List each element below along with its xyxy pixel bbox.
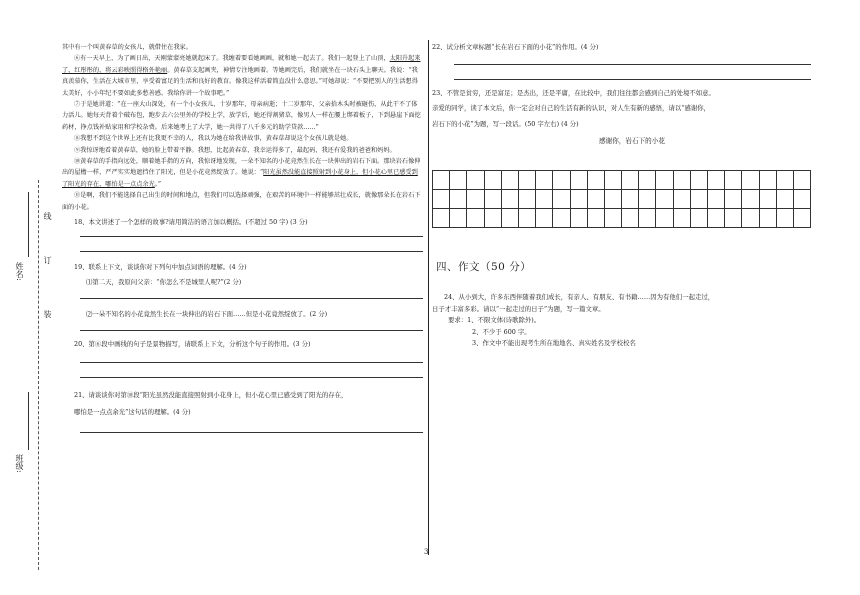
passage-paragraph-6 — [62, 53, 422, 99]
grid-cell[interactable] — [793, 171, 810, 190]
grid-cell[interactable] — [484, 209, 501, 228]
grid-cell[interactable] — [518, 209, 535, 228]
grid-cell[interactable] — [639, 209, 656, 228]
grid-cell[interactable] — [742, 209, 759, 228]
essay-requirement: 3、作文中不能出现考生所在地地名、真实姓名及学校校名 — [472, 339, 636, 348]
essay-section — [432, 292, 832, 350]
grid-cell[interactable] — [484, 190, 501, 209]
passage-paragraph-9: ⑨我惊讶地看着黄春草，她的脸上带着平静。我想，比起黄春草，我幸运得多了，最起码，我还有爱我的爸爸和妈妈。 — [74, 146, 396, 154]
grid-cell[interactable] — [656, 171, 673, 190]
grid-cell[interactable] — [793, 190, 810, 209]
question-19-1: ⑴第二天，我原问父亲：“你怎么不是城里人呢?”(2 分) — [86, 278, 242, 287]
section-title: 四、作文（50 分） — [436, 261, 532, 273]
passage-paragraph: 其中有一个叫黄春草的女孩儿，就借住在我家。 — [62, 44, 192, 51]
grid-cell[interactable] — [467, 190, 484, 209]
grid-cell[interactable] — [536, 190, 553, 209]
left-column — [62, 42, 422, 433]
binding-char-line: 线 — [43, 212, 52, 220]
passage-text: 。” — [154, 180, 162, 188]
grid-cell[interactable] — [587, 190, 604, 209]
name-label: 姓名: — [15, 262, 24, 281]
binding-char-order: 订 — [43, 256, 52, 264]
question-21: 21、请谈谈你对第⑩段“阳光虽然没能直接照射到小花身上，但小花心里已感受到了阳光的存在， — [74, 391, 348, 400]
grid-cell[interactable] — [776, 209, 793, 228]
grid-cell[interactable] — [604, 171, 621, 190]
grid-cell[interactable] — [501, 209, 518, 228]
column-divider — [428, 40, 429, 555]
grid-cell[interactable] — [433, 190, 450, 209]
grid-cell[interactable] — [553, 171, 570, 190]
grid-cell[interactable] — [708, 190, 725, 209]
name-blank[interactable] — [28, 192, 29, 257]
grid-cell[interactable] — [622, 190, 639, 209]
grid-cell[interactable] — [467, 209, 484, 228]
grid-cell[interactable] — [673, 190, 690, 209]
grid-cell[interactable] — [725, 190, 742, 209]
grid-cell[interactable] — [536, 209, 553, 228]
grid-cell[interactable] — [725, 171, 742, 190]
grid-cell[interactable] — [587, 209, 604, 228]
passage-text: 。黄春草支起画夹，神情专注地画着。等她画完后，我们就坐在一块石头上聊天。我说：“我真羡慕你，生活在大城市里，享受着富足的生活和良好的教育。像我这样活着简直没什么意思。”可她却说：“不要把别人的生活想得太美好，小小年纪不要如此多愁善感。我给你讲一个故事吧。” — [62, 66, 418, 97]
question-22: 22、试分析文章标题“长在岩石下面的小花”的作用。(4 分) — [432, 43, 599, 51]
right-column — [432, 42, 832, 148]
grid-cell[interactable] — [725, 209, 742, 228]
grid-cell[interactable] — [553, 190, 570, 209]
grid-cell[interactable] — [759, 209, 776, 228]
grid-cell[interactable] — [570, 190, 587, 209]
grid-cell[interactable] — [450, 171, 467, 190]
grid-cell[interactable] — [708, 171, 725, 190]
writing-grid-title: 感谢你，岩石下的小花 — [599, 137, 665, 146]
passage-paragraph-11: ⑪是啊，我们不能选择自己出生的时间和地点，但我们可以选择顽强，在艰苦的环境中一样能够茁壮成长，就像那朵长在岩石下面的小花。 — [62, 192, 421, 211]
answer-line[interactable] — [80, 432, 423, 433]
grid-cell[interactable] — [759, 171, 776, 190]
question-20: 20、第⑥段中画线的句子是景物描写，请联系上下文，分析这个句子的作用。(3 分) — [74, 340, 311, 349]
grid-cell[interactable] — [450, 190, 467, 209]
grid-cell[interactable] — [536, 171, 553, 190]
grid-cell[interactable] — [622, 171, 639, 190]
grid-cell[interactable] — [690, 171, 707, 190]
grid-row — [433, 190, 811, 209]
grid-cell[interactable] — [433, 171, 450, 190]
passage-text: ⑥有一天早上，为了画日出，天刚蒙蒙亮她就起床了。我缠着要看她画画，就和她一起去了。我们一起登上了山顶， — [74, 55, 390, 63]
grid-cell[interactable] — [656, 190, 673, 209]
grid-cell[interactable] — [433, 209, 450, 228]
underlined-sentence: 阳光虽然没能直接照射到小花身上，但小花心里已感受到了阳光的存在，哪怕是一点点余光 — [62, 169, 418, 188]
grid-cell[interactable] — [776, 190, 793, 209]
grid-cell[interactable] — [639, 190, 656, 209]
binding-char-bind: 装 — [43, 310, 52, 318]
question-24: 24、从小到大，许多东西伴随着我们成长，有亲人、有朋友、有书籍……因为有他们一起走过， — [444, 293, 715, 301]
question-23: 23、不管是贫穷，还是富足；是杰出，还是平庸，在比较中，我们往往都会感到自己的处境不如意。 — [432, 88, 715, 97]
grid-row — [433, 209, 811, 228]
writing-grid[interactable] — [432, 170, 811, 228]
grid-cell[interactable] — [639, 171, 656, 190]
page-number: 3 — [424, 548, 429, 556]
grid-cell[interactable] — [742, 171, 759, 190]
grid-cell[interactable] — [690, 190, 707, 209]
grid-cell[interactable] — [553, 209, 570, 228]
question-19-2: ⑵一朵不知名的小花竟然生长在一块伸出的岩石下面……但是小花竟然绽放了。(2 分) — [86, 310, 328, 319]
essay-requirement: 2、不少于 600 字。 — [472, 327, 531, 336]
question-19: 19、联系上下文，谈谈你对下列句中加点词语的理解。(4 分) — [74, 263, 247, 272]
grid-cell[interactable] — [604, 190, 621, 209]
question-24-cont: 日子才丰富多彩。请以“一起走过的日子”为题，写一篇文章。 — [432, 304, 605, 313]
binding-dashed-line — [38, 180, 39, 570]
passage-paragraph-10 — [62, 156, 422, 190]
essay-requirement: 要求：1、不限文体(诗歌除外)。 — [448, 316, 541, 325]
grid-cell[interactable] — [673, 209, 690, 228]
grid-cell[interactable] — [467, 171, 484, 190]
question-18: 18、本文讲述了一个怎样的故事?请用简洁的语言加以概括。(不超过 50 字) (3 分) — [74, 218, 308, 227]
question-23-cont: 岩石下的小花”为题，写一段话。(50 字左右) (4 分) — [432, 119, 579, 128]
grid-cell[interactable] — [622, 209, 639, 228]
grid-cell[interactable] — [484, 171, 501, 190]
grid-row — [433, 171, 811, 190]
grid-cell[interactable] — [656, 209, 673, 228]
grid-cell[interactable] — [450, 209, 467, 228]
grid-cell[interactable] — [501, 190, 518, 209]
grid-cell[interactable] — [759, 190, 776, 209]
class-label: 班级: — [15, 454, 24, 473]
grid-cell[interactable] — [690, 209, 707, 228]
class-blank[interactable] — [28, 392, 29, 450]
grid-cell[interactable] — [793, 209, 810, 228]
question-21-cont: 哪怕是一点点余光”这句话的理解。(4 分) — [74, 408, 191, 417]
grid-cell[interactable] — [604, 209, 621, 228]
question-23-cont: 亲爱的同学，读了本文后，你一定会对自己的生活有新的认识，对人生有新的感悟，请以“感谢你， — [432, 104, 711, 113]
passage-paragraph-8: ⑧我想不到这个世界上还有比我更不幸的人，我以为她在给我讲故事，黄春草却说这个女孩儿就是她。 — [74, 135, 353, 143]
grid-cell[interactable] — [587, 171, 604, 190]
grid-cell[interactable] — [570, 209, 587, 228]
grid-cell[interactable] — [776, 171, 793, 190]
grid-cell[interactable] — [518, 171, 535, 190]
grid-cell[interactable] — [501, 171, 518, 190]
grid-cell[interactable] — [742, 190, 759, 209]
passage-text: ⑩黄春草的手指向远处，顺着她手指的方向，我惊讶地发现，一朵不知名的小花竟然生长在一块伸出的岩石下面。那块岩石像伸出的屋檐一样，严严实实地遮挡住了阳光，但是小花竟然绽放了。她说：“ — [62, 158, 421, 177]
grid-cell[interactable] — [708, 209, 725, 228]
grid-cell[interactable] — [518, 190, 535, 209]
underlined-sentence: 太阳升起来了，红彤彤的，将云彩映照得格外艳丽 — [62, 55, 421, 74]
grid-cell[interactable] — [673, 171, 690, 190]
passage-paragraph-7: ⑦于是她讲道：“在一座大山深处，有一个小女孩儿，十岁那年，母亲病逝；十二岁那年，父亲拾木头时被砸伤，从此干不了体力活儿。她每天背着个破布包，跑步去六公里外的学校上学，放学后，她还得割猪草，像男人一样在腰上绑着板子，下到悬崖下面挖药材，挣点钱补贴家用和学校杂费。后来她考上了大学，她一共得了八千多元的助学贷款……” — [62, 101, 421, 131]
grid-cell[interactable] — [570, 171, 587, 190]
